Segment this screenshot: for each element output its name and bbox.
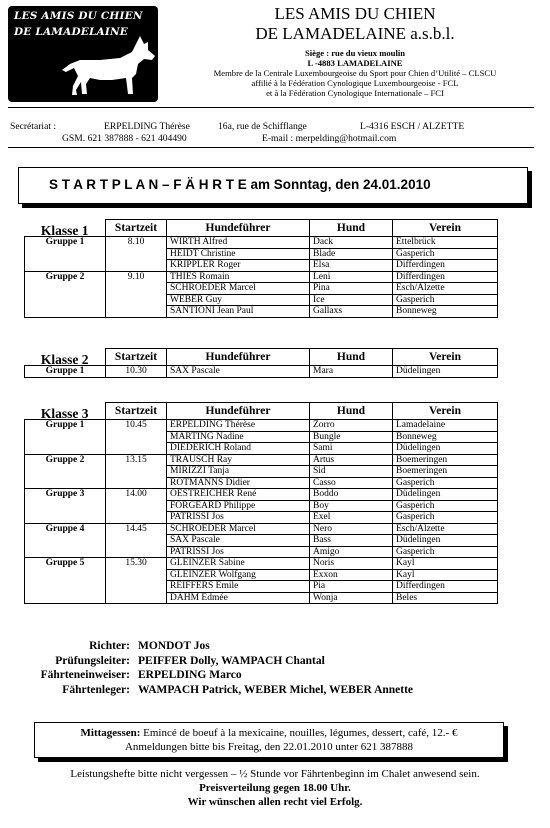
hund-cell: Gallaxs: [310, 306, 393, 318]
verein-cell: Düdelingen: [393, 489, 498, 501]
col-startzeit: Startzeit: [106, 403, 167, 420]
hund-cell: Wonja: [310, 592, 393, 604]
table-row: [25, 237, 498, 249]
hundefuehrer-cell: TRAUSCH Ray: [167, 454, 310, 466]
startzeit-cell: [106, 443, 167, 455]
startzeit-cell: 14.45: [106, 523, 167, 535]
table-row: [25, 260, 498, 272]
hund-cell: Bungle: [310, 431, 393, 443]
official-row: [0, 668, 413, 683]
table-row: [25, 294, 498, 306]
gruppe-cell: Gruppe 2: [25, 271, 106, 283]
official-role: Fährteneinweiser:: [40, 669, 130, 681]
hund-cell: Mara: [310, 366, 393, 378]
gruppe-cell: Gruppe 3: [25, 489, 106, 501]
gruppe-cell: [25, 569, 106, 581]
hund-cell: Sid: [310, 466, 393, 478]
membership-line-3: et à la Fédération Cynologique Internationale – FCI: [266, 88, 444, 98]
gruppe-cell: Gruppe 1: [25, 237, 106, 249]
col-hund: Hund: [310, 220, 393, 237]
table-row: [25, 477, 498, 489]
table-row: [25, 454, 498, 466]
hundefuehrer-cell: ROTMANNS Didier: [167, 477, 310, 489]
membership-line-2: affilié à la Fédération Cynologique Luxembourgeoise - FCL: [251, 78, 459, 88]
gruppe-cell: [25, 294, 106, 306]
hundefuehrer-cell: SCHROEDER Marcel: [167, 283, 310, 295]
col-startzeit: Startzeit: [106, 220, 167, 237]
verein-cell: Gasperich: [393, 500, 498, 512]
gruppe-cell: Gruppe 4: [25, 523, 106, 535]
klasse-3-table: [24, 402, 498, 604]
club-name: LES AMIS DU CHIEN: [274, 4, 436, 23]
startzeit-cell: [106, 535, 167, 547]
table-row: [25, 420, 498, 432]
official-names: PEIFFER Dolly, WAMPACH Chantal: [138, 654, 325, 667]
secretariat-name: ERPELDING Thérèse: [104, 121, 190, 132]
hundefuehrer-cell: DAHM Edmée: [167, 592, 310, 604]
startplan-title: S T A R T P L A N – F Ä H R T E am Sonntag, den 24.01.2010: [49, 177, 431, 192]
klasse-label: Klasse 1: [40, 222, 89, 237]
startzeit-cell: [106, 569, 167, 581]
verein-cell: Differdingen: [393, 581, 498, 593]
verein-cell: Bonneweg: [393, 431, 498, 443]
hund-cell: Dack: [310, 237, 393, 249]
table-row: [25, 581, 498, 593]
table-row: [25, 512, 498, 524]
gruppe-cell: [25, 443, 106, 455]
hund-cell: Casso: [310, 477, 393, 489]
club-zip: L -4883 LAMADELAINE: [307, 58, 403, 68]
startzeit-cell: [106, 260, 167, 272]
dog-silhouette-icon: [60, 34, 156, 98]
verein-cell: Gasperich: [393, 512, 498, 524]
footer-prize-giving: Preisverteilung gegen 18.00 Uhr.: [199, 782, 351, 794]
hund-cell: Leni: [310, 271, 393, 283]
verein-cell: Differdingen: [393, 260, 498, 272]
hundefuehrer-cell: MIRIZZI Tanja: [167, 466, 310, 478]
official-row: [0, 639, 413, 654]
col-hundefuehrer: Hundeführer: [167, 349, 310, 366]
startzeit-cell: [106, 581, 167, 593]
lunch-registration: Anmeldungen bitte bis Freitag, den 22.01.2010 unter 621 387888: [124, 741, 414, 753]
verein-cell: Gasperich: [393, 248, 498, 260]
footer-reminder: Leistungshefte bitte nicht vergessen – ½ Stunde vor Fährtenbeginn im Chalet anwesend sein.: [70, 768, 480, 780]
gruppe-cell: [25, 260, 106, 272]
hund-cell: Exel: [310, 512, 393, 524]
gruppe-cell: [25, 431, 106, 443]
startzeit-cell: 15.30: [106, 558, 167, 570]
official-names: WAMPACH Patrick, WEBER Michel, WEBER Annette: [138, 683, 414, 696]
klasse-2-table: [24, 348, 498, 378]
table-row: [25, 283, 498, 295]
hundefuehrer-cell: PATRISSI Jos: [167, 512, 310, 524]
hundefuehrer-cell: HEIDT Christine: [167, 248, 310, 260]
table-row: [25, 523, 498, 535]
table-row: [25, 431, 498, 443]
startzeit-cell: [106, 431, 167, 443]
gruppe-cell: [25, 477, 106, 489]
hundefuehrer-cell: REIFFERS Emile: [167, 581, 310, 593]
col-verein: Verein: [393, 220, 498, 237]
col-hundefuehrer: Hundeführer: [167, 220, 310, 237]
table-row: [25, 443, 498, 455]
hund-cell: Zorro: [310, 420, 393, 432]
gruppe-cell: Gruppe 5: [25, 558, 106, 570]
gruppe-cell: Gruppe 1: [25, 420, 106, 432]
lunch-info-box: [34, 722, 504, 758]
official-role: Richter:: [89, 640, 130, 652]
official-names: ERPELDING Marco: [138, 669, 242, 681]
col-hundefuehrer: Hundeführer: [167, 403, 310, 420]
table-row: [25, 306, 498, 318]
hundefuehrer-cell: MARTING Nadine: [167, 431, 310, 443]
startzeit-cell: [106, 592, 167, 604]
secretariat-email: E-mail : merpelding@hotmail.com: [262, 133, 397, 144]
verein-cell: Esch/Alzette: [393, 523, 498, 535]
secretariat-phone: GSM. 621 387888 - 621 404490: [62, 133, 187, 144]
secretariat-street: 16a, rue de Schifflange: [218, 121, 307, 132]
startzeit-cell: 10.45: [106, 420, 167, 432]
verein-cell: Beles: [393, 592, 498, 604]
hund-cell: Boddo: [310, 489, 393, 501]
official-row: [0, 683, 413, 698]
startzeit-cell: [106, 306, 167, 318]
hundefuehrer-cell: KRIPPLER Roger: [167, 260, 310, 272]
gruppe-cell: Gruppe 1: [25, 366, 106, 378]
gruppe-cell: [25, 500, 106, 512]
klasse-label: Klasse 2: [40, 351, 89, 366]
hundefuehrer-cell: DIEDERICH Roland: [167, 443, 310, 455]
verein-cell: Differdingen: [393, 271, 498, 283]
club-logo: [8, 6, 158, 102]
startzeit-cell: [106, 466, 167, 478]
membership-line-1: Membre de la Centrale Luxembourgeoise du Sport pour Chien d’Utilité – CLSCU: [213, 68, 497, 78]
verein-cell: Gasperich: [393, 546, 498, 558]
table-row: [25, 558, 498, 570]
gruppe-cell: Gruppe 2: [25, 454, 106, 466]
verein-cell: Kayl: [393, 569, 498, 581]
startzeit-cell: 10.30: [106, 366, 167, 378]
table-row: [25, 271, 498, 283]
secretariat-label: Secrétariat :: [10, 121, 57, 132]
hund-cell: Noris: [310, 558, 393, 570]
gruppe-cell: [25, 535, 106, 547]
startzeit-cell: 13.15: [106, 454, 167, 466]
table-row: [25, 546, 498, 558]
startzeit-cell: [106, 283, 167, 295]
verein-cell: Ettelbrück: [393, 237, 498, 249]
hund-cell: Bass: [310, 535, 393, 547]
footer-good-luck: Wir wünschen allen recht viel Erfolg.: [187, 796, 363, 808]
startzeit-cell: [106, 477, 167, 489]
startzeit-cell: [106, 294, 167, 306]
logo-line-1: LES AMIS DU CHIEN: [14, 10, 143, 22]
hund-cell: Elsa: [310, 260, 393, 272]
col-startzeit: Startzeit: [106, 349, 167, 366]
hundefuehrer-cell: SANTIONI Jean Paul: [167, 306, 310, 318]
startplan-title-box: [18, 167, 528, 204]
official-role: Prüfungsleiter:: [55, 654, 130, 667]
startzeit-cell: [106, 248, 167, 260]
hund-cell: Exxon: [310, 569, 393, 581]
table-row: [25, 535, 498, 547]
official-row: [0, 654, 413, 669]
startzeit-cell: [106, 546, 167, 558]
header-divider: [8, 107, 534, 108]
gruppe-cell: [25, 283, 106, 295]
hundefuehrer-cell: GLEINZER Wolfgang: [167, 569, 310, 581]
col-hund: Hund: [310, 403, 393, 420]
verein-cell: Boemeringen: [393, 454, 498, 466]
table-row: [25, 248, 498, 260]
official-names: MONDOT Jos: [138, 640, 210, 652]
gruppe-cell: [25, 248, 106, 260]
hund-cell: Artus: [310, 454, 393, 466]
hund-cell: Ice: [310, 294, 393, 306]
hundefuehrer-cell: ERPELDING Thérèse: [167, 420, 310, 432]
hundefuehrer-cell: OESTREICHER René: [167, 489, 310, 501]
hundefuehrer-cell: PATRISSI Jos: [167, 546, 310, 558]
col-verein: Verein: [393, 403, 498, 420]
table-row: [25, 592, 498, 604]
verein-cell: Bonneweg: [393, 306, 498, 318]
klasse-1-table: [24, 219, 498, 318]
table-header-row: [25, 403, 498, 420]
table-row: [25, 489, 498, 501]
hundefuehrer-cell: SCHROEDER Marcel: [167, 523, 310, 535]
table-row: [25, 500, 498, 512]
club-name-line-2: DE LAMADELAINE a.s.b.l.: [255, 24, 455, 43]
officials-block: [0, 639, 413, 697]
hund-cell: Pia: [310, 581, 393, 593]
startzeit-cell: [106, 500, 167, 512]
hund-cell: Amigo: [310, 546, 393, 558]
verein-cell: Düdelingen: [393, 443, 498, 455]
hund-cell: Nero: [310, 523, 393, 535]
hund-cell: Boy: [310, 500, 393, 512]
verein-cell: Gasperich: [393, 477, 498, 489]
hundefuehrer-cell: SAX Pascale: [167, 535, 310, 547]
klasse-label: Klasse 3: [40, 405, 89, 420]
table-row: [25, 569, 498, 581]
hundefuehrer-cell: WEBER Guy: [167, 294, 310, 306]
hundefuehrer-cell: GLEINZER Sabine: [167, 558, 310, 570]
table-row: [25, 366, 498, 378]
gruppe-cell: [25, 546, 106, 558]
col-verein: Verein: [393, 349, 498, 366]
lunch-line: [35, 727, 503, 739]
lunch-label: Mittagessen:: [80, 727, 141, 739]
startzeit-cell: 9.10: [106, 271, 167, 283]
startzeit-cell: 14.00: [106, 489, 167, 501]
verein-cell: Kayl: [393, 558, 498, 570]
verein-cell: Boemeringen: [393, 466, 498, 478]
startzeit-cell: 8.10: [106, 237, 167, 249]
secretariat-city: L-4316 ESCH / ALZETTE: [360, 121, 465, 132]
club-seat: Siège : rue du vieux moulin: [304, 48, 406, 58]
official-role: Fährtenleger:: [62, 683, 130, 696]
hund-cell: Blade: [310, 248, 393, 260]
table-row: [25, 466, 498, 478]
table-header-row: [25, 349, 498, 366]
startzeit-cell: [106, 512, 167, 524]
hundefuehrer-cell: THIES Romain: [167, 271, 310, 283]
verein-cell: Gasperich: [393, 294, 498, 306]
gruppe-cell: [25, 581, 106, 593]
col-hund: Hund: [310, 349, 393, 366]
hundefuehrer-cell: SAX Pascale: [167, 366, 310, 378]
hundefuehrer-cell: FORGEARD Philippe: [167, 500, 310, 512]
verein-cell: Esch/Alzette: [393, 283, 498, 295]
verein-cell: Düdelingen: [393, 366, 498, 378]
gruppe-cell: [25, 592, 106, 604]
gruppe-cell: [25, 306, 106, 318]
verein-cell: Lamadelaine: [393, 420, 498, 432]
gruppe-cell: [25, 512, 106, 524]
logo-line-2: DE LAMADELAINE: [14, 26, 129, 38]
hundefuehrer-cell: WIRTH Alfred: [167, 237, 310, 249]
secretariat-divider: [8, 147, 534, 148]
gruppe-cell: [25, 466, 106, 478]
verein-cell: Düdelingen: [393, 535, 498, 547]
table-header-row: [25, 220, 498, 237]
hund-cell: Pina: [310, 283, 393, 295]
lunch-menu: Emincé de boeuf à la mexicaine, nouilles, légumes, dessert, café, 12.- €: [140, 727, 458, 739]
hund-cell: Sami: [310, 443, 393, 455]
